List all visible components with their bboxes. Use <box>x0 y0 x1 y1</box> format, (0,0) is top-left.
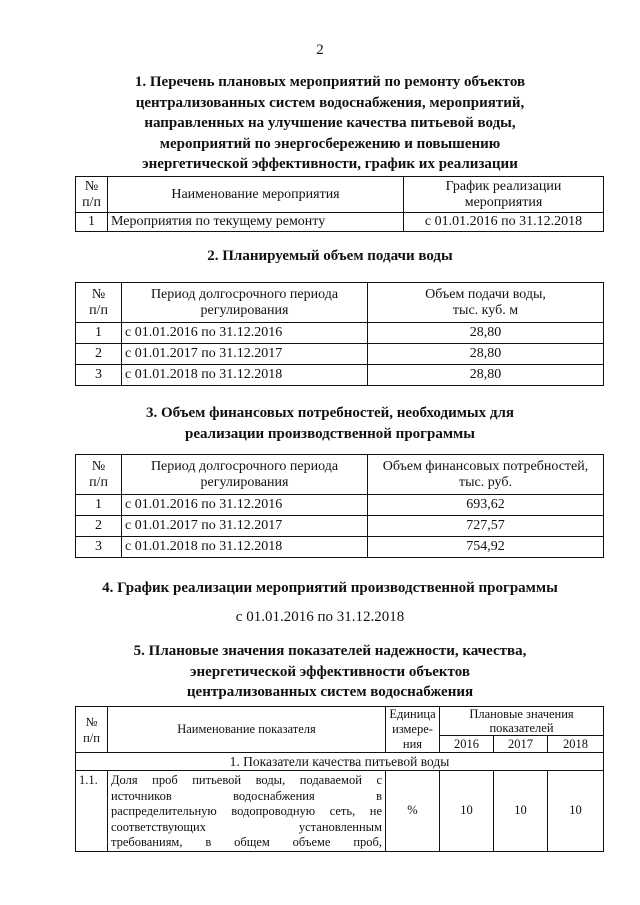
row-num: 1 <box>76 495 122 516</box>
header-period <box>122 455 368 495</box>
header-schedule-line1: График реализации <box>445 178 562 194</box>
header-num-line1: № <box>91 286 106 302</box>
section2-title <box>60 246 600 267</box>
section4-title <box>40 578 620 599</box>
header-year-2018: 2018 <box>548 736 604 753</box>
section2-title-line: 2. Планируемый объем подачи воды <box>207 248 453 264</box>
table-row <box>76 537 604 558</box>
page-number: 2 <box>316 42 324 58</box>
section1-title-line: 1. Перечень плановых мероприятий по ремонту объектов <box>134 74 526 90</box>
row-num: 1 <box>76 323 122 344</box>
row-indicator-line: Доля проб питьевой воды, подаваемой с <box>111 773 382 787</box>
row-period: с 01.01.2018 по 31.12.2018 <box>122 365 368 386</box>
table-row <box>76 344 604 365</box>
row-measure-name: Мероприятия по текущему ремонту <box>108 213 404 232</box>
section1-title <box>60 72 600 175</box>
header-planned-values <box>440 707 604 736</box>
indicators-table <box>75 706 604 852</box>
header-num-line2: п/п <box>89 302 108 318</box>
row-period: с 01.01.2016 по 31.12.2016 <box>122 323 368 344</box>
header-num-line1: № <box>84 178 99 194</box>
section5-title-line: энергетической эффективности объектов <box>190 663 470 680</box>
row-indicator-line: соответствующих установленным <box>111 819 382 834</box>
table-header-row <box>76 707 604 736</box>
row-num: 3 <box>76 537 122 558</box>
header-num-line1: № <box>85 714 98 729</box>
header-num <box>76 283 122 323</box>
row-volume: 28,80 <box>368 365 604 386</box>
header-financial-needs <box>368 455 604 495</box>
section5-title-line: централизованных систем водоснабжения <box>186 684 474 700</box>
row-value-2017: 10 <box>494 771 548 852</box>
header-indicator-name: Наименование показателя <box>108 707 386 753</box>
table-header-row <box>76 455 604 495</box>
table-row <box>76 771 604 852</box>
header-schedule-line2: мероприятия <box>464 194 543 210</box>
header-financial-needs-line1: Объем финансовых потребностей, <box>382 458 589 474</box>
group-title: 1. Показатели качества питьевой воды <box>76 753 604 771</box>
header-period-line2: регулирования <box>200 302 289 318</box>
row-amount: 727,57 <box>368 516 604 537</box>
table-row <box>76 365 604 386</box>
header-volume-line2: тыс. куб. м <box>452 302 519 318</box>
section3-title-line: 3. Объем финансовых потребностей, необходимых для <box>145 405 515 421</box>
row-indicator-line: источников водоснабжения в <box>111 788 382 803</box>
header-planned-line2: показателей <box>489 721 554 735</box>
row-value-2016: 10 <box>440 771 494 852</box>
header-financial-needs-line2: тыс. руб. <box>459 474 512 490</box>
header-period <box>122 283 368 323</box>
header-num <box>76 455 122 495</box>
row-amount: 693,62 <box>368 495 604 516</box>
section3-title-line: реализации производственной программы <box>185 425 475 442</box>
row-num: 1 <box>76 213 108 232</box>
header-unit-line3: ния <box>402 737 423 751</box>
table-row <box>76 323 604 344</box>
row-period: с 01.01.2016 по 31.12.2016 <box>122 495 368 516</box>
row-unit: % <box>386 771 440 852</box>
table-row <box>76 516 604 537</box>
header-unit <box>386 707 440 753</box>
row-indicator-name <box>108 771 386 852</box>
row-num: 3 <box>76 365 122 386</box>
table-row <box>76 495 604 516</box>
header-num-line1: № <box>91 458 106 474</box>
table-row <box>76 213 604 232</box>
row-period: с 01.01.2017 по 31.12.2017 <box>122 344 368 365</box>
header-volume <box>368 283 604 323</box>
row-num: 2 <box>76 516 122 537</box>
row-period: с 01.01.2017 по 31.12.2017 <box>122 516 368 537</box>
header-schedule <box>404 177 604 213</box>
row-period: с 01.01.2018 по 31.12.2018 <box>122 537 368 558</box>
header-num-line2: п/п <box>82 194 101 210</box>
header-num <box>76 707 108 753</box>
section3-title <box>60 403 600 444</box>
row-volume: 28,80 <box>368 323 604 344</box>
row-schedule: с 01.01.2016 по 31.12.2018 <box>404 213 604 232</box>
table-header-row <box>76 177 604 213</box>
header-unit-line1: Единица <box>389 707 436 721</box>
row-num: 1.1. <box>76 771 108 852</box>
row-amount: 754,92 <box>368 537 604 558</box>
section1-title-line: мероприятий по энергосбережению и повышению <box>159 135 501 152</box>
table-header-row <box>76 283 604 323</box>
section1-title-line: централизованных систем водоснабжения, мероприятий, <box>135 94 525 111</box>
section1-title-line: энергетической эффективности, график их реализации <box>142 156 518 172</box>
section5-title <box>60 641 600 703</box>
header-unit-line2: измере- <box>392 722 433 736</box>
header-period-line2: регулирования <box>200 474 289 490</box>
section1-title-line: направленных на улучшение качества питьевой воды, <box>144 115 516 131</box>
water-supply-table <box>75 282 604 386</box>
measures-table <box>75 176 604 232</box>
row-volume: 28,80 <box>368 344 604 365</box>
header-period-line1: Период долгосрочного периода <box>150 458 339 474</box>
header-measure-name: Наименование мероприятия <box>108 177 404 213</box>
row-indicator-line: требованиям, в общем объеме проб, <box>111 835 382 849</box>
header-period-line1: Период долгосрочного периода <box>150 286 339 302</box>
section5-title-line: 5. Плановые значения показателей надежности, качества, <box>133 643 527 659</box>
group-row <box>76 753 604 771</box>
header-year-2016: 2016 <box>440 736 494 753</box>
header-num <box>76 177 108 213</box>
header-num-line2: п/п <box>89 474 108 490</box>
row-value-2018: 10 <box>548 771 604 852</box>
header-planned-line1: Плановые значения <box>469 707 574 721</box>
header-volume-line1: Объем подачи воды, <box>425 286 546 302</box>
row-num: 2 <box>76 344 122 365</box>
section4-title-line: 4. График реализации мероприятий производственной программы <box>102 580 558 596</box>
header-year-2017: 2017 <box>494 736 548 753</box>
section4-period: с 01.01.2016 по 31.12.2018 <box>235 609 405 625</box>
financial-needs-table <box>75 454 604 558</box>
header-num-line2: п/п <box>83 730 100 745</box>
row-indicator-line: распределительную водопроводную сеть, не <box>111 804 382 818</box>
